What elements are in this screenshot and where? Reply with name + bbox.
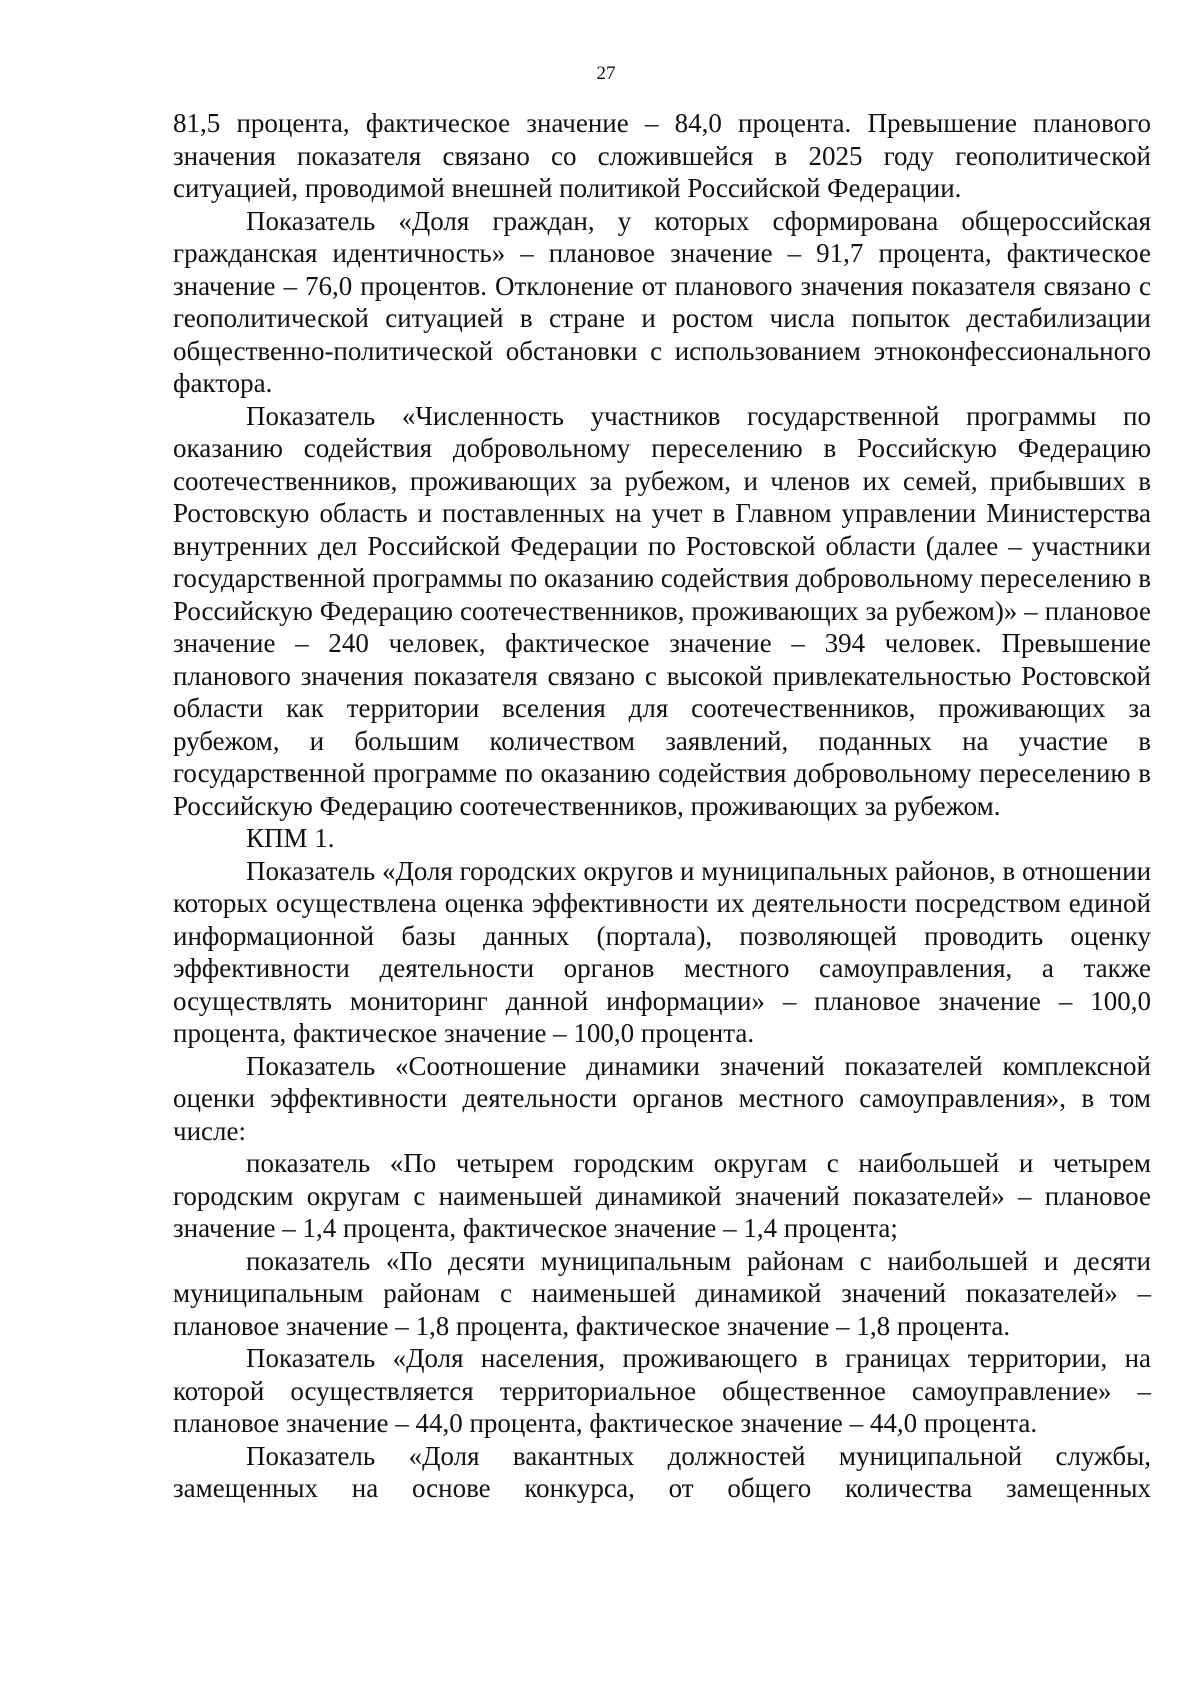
paragraph: Показатель «Доля граждан, у которых сформирована общероссийская гражданская идентичность» – плановое значение – 91,7 процента, фактическое значение – 76,0 процентов. Отклонение от планового значения показателя связано с геополитической ситуацией в стране и ростом числа попыток дестабилизации общественно-политической обстановки с использованием этноконфессионального фактора. (173, 205, 1151, 398)
page-number: 27 (596, 63, 616, 84)
paragraph: показатель «По четырем городским округам с наибольшей и четырем городским округам с наименьшей динамикой значений показателей» – плановое значение – 1,4 процента, фактическое значение – 1,4 процента; (173, 1148, 1151, 1243)
paragraph-continued: Показатель «Доля вакантных должностей муниципальной службы, замещенных на основе конкурса, от общего количества замещенных (173, 1440, 1151, 1503)
paragraph: Показатель «Соотношение динамики значений показателей комплексной оценки эффективности деятельности органов местного самоуправления», в том числе: (173, 1050, 1151, 1146)
document-body (173, 107, 1151, 1505)
section-heading: КПМ 1. (246, 823, 335, 853)
paragraph: Показатель «Доля городских округов и муниципальных районов, в отношении которых осуществлена оценка эффективности их деятельности посредством единой информационной базы данных (портала), позволяющей проводить оценку эффективности деятельности органов местного самоуправления, а также осуществлять мониторинг данной информации» – плановое значение – 100,0 процента, фактическое значение – 100,0 процента. (173, 855, 1152, 1048)
paragraph: показатель «По десяти муниципальным районам с наибольшей и десяти муниципальным районам с наименьшей динамикой значений показателей» – плановое значение – 1,8 процента, фактическое значение – 1,8 процента. (173, 1245, 1151, 1341)
paragraph: 81,5 процента, фактическое значение – 84,0 процента. Превышение планового значения показателя связано со сложившейся в 2025 году геополитической ситуацией, проводимой внешней политикой Российской Федерации. (173, 108, 1151, 203)
paragraph: Показатель «Доля населения, проживающего в границах территории, на которой осуществляется территориальное общественное самоуправление» – плановое значение – 44,0 процента, фактическое значение – 44,0 процента. (173, 1343, 1151, 1438)
paragraph: Показатель «Численность участников государственной программы по оказанию содействия добровольному переселению в Российскую Федерацию соотечественников, проживающих за рубежом, и членов их семей, прибывших в Ростовскую область и поставленных на учет в Главном управлении Министерства внутренних дел Российской Федерации по Ростовской области (далее – участники государственной программы по оказанию содействия добровольному переселению в Российскую Федерацию соотечественников, проживающих за рубежом)» – плановое значение – 240 человек, фактическое значение – 394 человек. Превышение планового значения показателя связано с высокой привлекательностью Ростовской области как территории вселения для соотечественников, проживающих за рубежом, и большим количеством заявлений, поданных на участие в государственной программе по оказанию содействия добровольному переселению в Российскую Федерацию соотечественников, проживающих за рубежом. (173, 400, 1151, 821)
